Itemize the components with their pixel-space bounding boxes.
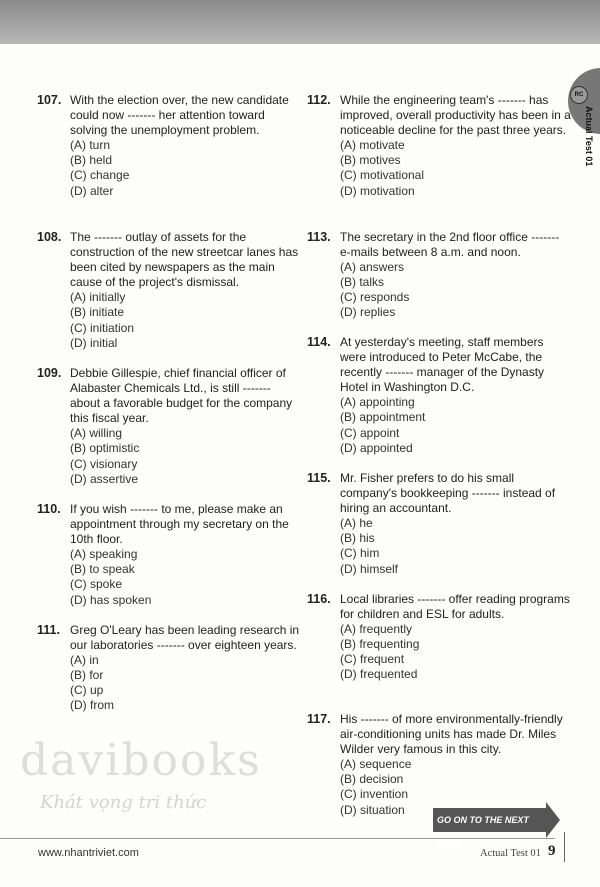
answer-option: (B) frequenting <box>340 637 420 652</box>
answer-option: (B) talks <box>340 275 385 290</box>
question-stem: His ------- of more environmentally-friendly air-conditioning units has made Dr. Miles Wilder very famous in this city. <box>340 712 563 757</box>
answer-option: (C) visionary <box>70 456 138 471</box>
answer-option: (D) appointed <box>340 440 413 455</box>
question-number: 113. <box>307 230 331 244</box>
answer-option: (D) motivation <box>340 183 415 198</box>
question-110 <box>37 502 302 608</box>
rc-badge: RC <box>570 86 588 104</box>
watermark-brand: davibooks <box>20 735 262 786</box>
question-109 <box>37 366 302 487</box>
question-113 <box>307 230 572 321</box>
answer-option: (A) appointing <box>340 395 415 410</box>
question-stem: Local libraries ------- offer reading programs for children and ESL for adults. <box>340 592 570 622</box>
answer-option: (D) himself <box>340 561 399 576</box>
answer-option: (C) invention <box>340 787 409 802</box>
answer-option: (A) turn <box>70 138 111 153</box>
footer-rule <box>0 838 555 839</box>
answer-option: (A) frequently <box>340 622 413 637</box>
question-number: 109. <box>37 366 62 380</box>
question-115 <box>307 471 572 577</box>
footer-title: Actual Test 01 <box>480 848 541 859</box>
watermark-slogan: Khát vọng tri thức <box>40 792 207 813</box>
question-107 <box>37 93 302 199</box>
answer-option: (A) speaking <box>70 547 138 562</box>
page-number: 9 <box>548 843 556 859</box>
question-number: 117. <box>307 712 331 726</box>
question-number: 112. <box>307 93 331 107</box>
answer-option: (B) decision <box>340 772 404 787</box>
question-111 <box>37 623 302 714</box>
question-number: 110. <box>37 502 61 516</box>
answer-option: (A) answers <box>340 260 405 275</box>
answer-option: (A) he <box>340 516 373 531</box>
question-number: 114. <box>307 335 331 349</box>
answer-option: (A) initially <box>70 290 126 305</box>
answer-option: (D) from <box>70 698 114 713</box>
question-number: 111. <box>37 623 60 637</box>
section-label: Actual Test 01 <box>584 106 594 167</box>
next-page-arrow: GO ON TO THE NEXT PAGE <box>433 808 546 832</box>
answer-option: (D) replies <box>340 305 396 320</box>
answer-option: (C) motivational <box>340 168 425 183</box>
question-number: 107. <box>37 93 62 107</box>
answer-option: (C) change <box>70 168 130 183</box>
question-stem: At yesterday's meeting, staff members were introduced to Peter McCabe, the recently ------- manager of the Dynasty Hotel in Washington D.C. <box>340 335 545 395</box>
top-bar <box>0 0 600 44</box>
question-stem: Debbie Gillespie, chief financial officer of Alabaster Chemicals Ltd., is still ------- about a favorable budget for the company this fiscal year. <box>70 366 293 426</box>
answer-option: (D) situation <box>340 802 405 817</box>
answer-option: (D) alter <box>70 183 114 198</box>
answer-option: (B) his <box>340 531 375 546</box>
answer-option: (B) initiate <box>70 305 125 320</box>
answer-option: (A) willing <box>70 426 123 441</box>
question-number: 108. <box>37 230 62 244</box>
answer-option: (C) initiation <box>70 320 135 335</box>
question-stem: With the election over, the new candidate could now ------- her attention toward solving the unemployment problem. <box>70 93 289 138</box>
footer-url[interactable]: www.nhantriviet.com <box>38 847 139 859</box>
answer-option: (C) responds <box>340 290 410 305</box>
answer-option: (B) held <box>70 153 113 168</box>
question-112 <box>307 93 572 199</box>
answer-option: (A) in <box>70 653 99 668</box>
question-114 <box>307 335 572 456</box>
answer-option: (B) motives <box>340 153 401 168</box>
answer-option: (B) optimistic <box>70 441 140 456</box>
answer-option: (C) up <box>70 683 104 698</box>
footer-vertical-rule <box>564 832 565 862</box>
question-108 <box>37 230 302 351</box>
answer-option: (D) frequented <box>340 667 418 682</box>
question-116 <box>307 592 572 683</box>
question-117 <box>307 712 572 818</box>
answer-option: (C) him <box>340 546 380 561</box>
answer-option: (B) to speak <box>70 562 135 577</box>
question-number: 115. <box>307 471 331 485</box>
answer-option: (B) for <box>70 668 104 683</box>
answer-option: (A) motivate <box>340 138 405 153</box>
question-stem: If you wish ------- to me, please make an appointment through my secretary on the 10th floor. <box>70 502 289 547</box>
question-stem: The ------- outlay of assets for the construction of the new streetcar lanes has been cited by newspapers as the main cause of the project's dismissal. <box>70 230 299 290</box>
answer-option: (B) appointment <box>340 410 426 425</box>
answer-option: (C) spoke <box>70 577 123 592</box>
question-stem: The secretary in the 2nd floor office ------- e-mails between 8 a.m. and noon. <box>340 230 560 260</box>
question-stem: Greg O'Leary has been leading research in our laboratories ------- over eighteen years. <box>70 623 300 653</box>
answer-option: (D) has spoken <box>70 592 152 607</box>
question-stem: Mr. Fisher prefers to do his small company's bookkeeping ------- instead of hiring an accountant. <box>340 471 556 516</box>
answer-option: (A) sequence <box>340 757 412 772</box>
answer-option: (D) assertive <box>70 471 139 486</box>
question-stem: While the engineering team's ------- has improved, overall productivity has been in a noticeable decline for the past three years. <box>340 93 571 138</box>
question-number: 116. <box>307 592 331 606</box>
section-tab <box>570 72 600 182</box>
answer-option: (C) appoint <box>340 425 400 440</box>
answer-option: (C) frequent <box>340 652 405 667</box>
answer-option: (D) initial <box>70 335 118 350</box>
